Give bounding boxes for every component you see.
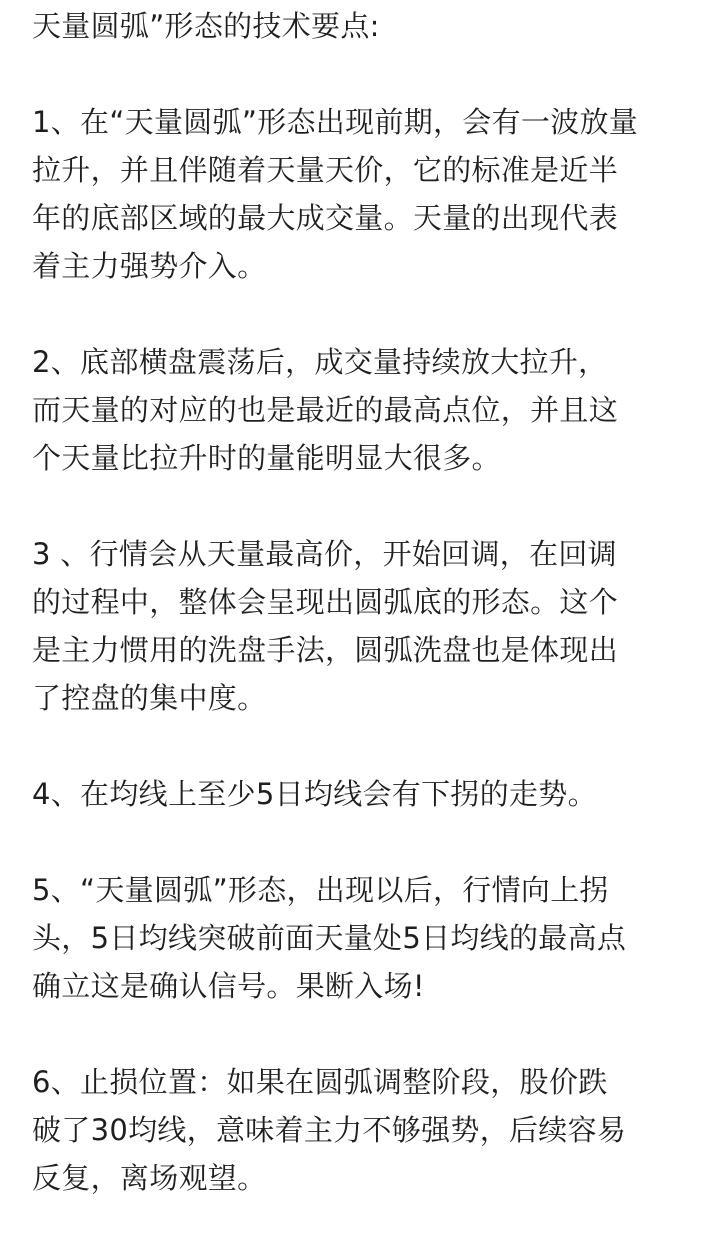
document-body <box>32 2 704 1202</box>
text-line: 而天量的对应的也是最近的最高点位，并且这 <box>32 393 619 427</box>
text-line: 2、底部横盘震荡后，成交量持续放大拉升， <box>32 345 608 379</box>
paragraph-gap <box>32 722 704 770</box>
text-line: 年的底部区域的最大成交量。天量的出现代表 <box>32 201 619 235</box>
paragraph-gap <box>32 482 704 530</box>
text-line: 反复，离场观望。 <box>32 1161 267 1195</box>
point-4 <box>32 770 704 818</box>
text-line: 4、在均线上至少5日均线会有下拐的走势。 <box>32 777 597 811</box>
document-title: 天量圆弧”形态的技术要点: <box>32 9 380 43</box>
text-line: 破了30均线，意味着主力不够强势，后续容易 <box>32 1113 627 1147</box>
text-line: 确立这是确认信号。果断入场! <box>32 969 425 1003</box>
text-line: 5、“天量圆弧”形态，出现以后，行情向上拐 <box>32 873 609 907</box>
paragraph-gap <box>32 818 704 866</box>
text-line: 拉升，并且伴随着天量天价，它的标准是近半 <box>32 153 619 187</box>
paragraph-gap <box>32 50 704 98</box>
text-line: 的过程中，整体会呈现出圆弧底的形态。这个 <box>32 585 619 619</box>
point-6 <box>32 1058 704 1202</box>
paragraph-gap <box>32 1010 704 1058</box>
text-line: 头，5日均线突破前面天量处5日均线的最高点 <box>32 921 627 955</box>
paragraph-gap <box>32 290 704 338</box>
point-2 <box>32 338 704 482</box>
text-line: 个天量比拉升时的量能明显大很多。 <box>32 441 501 475</box>
text-line: 着主力强势介入。 <box>32 249 267 283</box>
point-5 <box>32 866 704 1010</box>
text-line: 3 、行情会从天量最高价，开始回调，在回调 <box>32 537 617 571</box>
point-1 <box>32 98 704 290</box>
text-line: 是主力惯用的洗盘手法，圆弧洗盘也是体现出 <box>32 633 619 667</box>
text-line: 了控盘的集中度。 <box>32 681 267 715</box>
text-line: 1、在“天量圆弧”形态出现前期，会有一波放量 <box>32 105 639 139</box>
point-3 <box>32 530 704 722</box>
text-line: 6、止损位置：如果在圆弧调整阶段，股价跌 <box>32 1065 608 1099</box>
